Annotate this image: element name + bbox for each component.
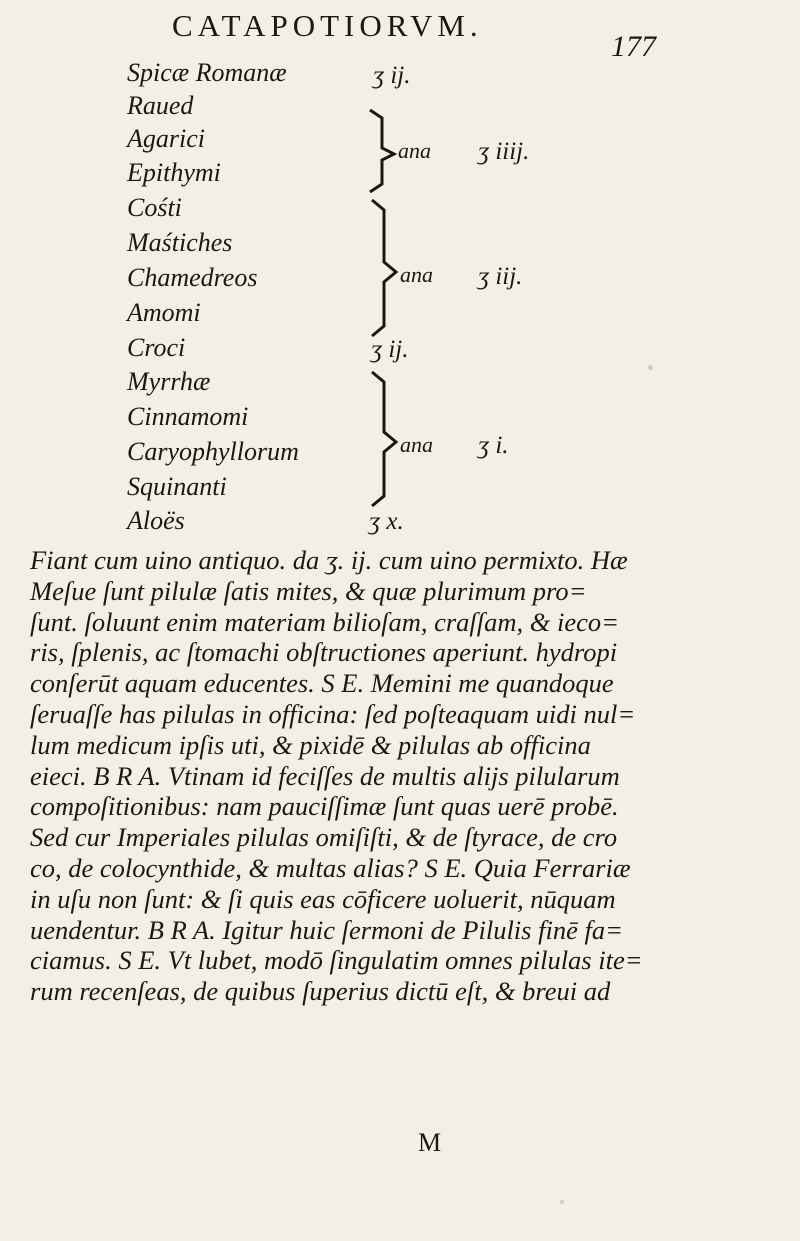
group-dose-3: ʒ i.	[478, 432, 509, 459]
dose-croci: ʒ ij.	[371, 336, 409, 363]
body-line: ciamus. S E. Vt lubet, modō ſingulatim omnes pilulas ite=	[30, 945, 643, 976]
body-line: conſerūt aquam educentes. S E. Memini me quandoque	[30, 668, 614, 699]
recipe-list	[0, 0, 800, 560]
ana-label-group-1: ana	[398, 138, 431, 163]
body-paragraph	[30, 545, 782, 1007]
ingredient-chamedreos: Chamedreos	[127, 263, 258, 292]
signature-mark: M	[418, 1128, 444, 1157]
brace-group-1	[370, 110, 394, 192]
ana-label-group-2: ana	[400, 262, 433, 287]
page-number: 177	[611, 30, 656, 63]
ingredient-raued: Raued	[127, 91, 194, 120]
ingredient-agarici: Agarici	[127, 124, 205, 153]
body-line: rum recenſeas, de quibus ſuperius dictū eſt, & breui ad	[30, 976, 611, 1007]
body-line: in uſu non ſunt: & ſi quis eas cōficere uoluerit, nūquam	[30, 883, 616, 914]
ingredient-croci: Croci	[127, 333, 186, 362]
paper-speck	[560, 1200, 564, 1204]
ingredient-amomi: Amomi	[127, 298, 201, 327]
ingredient-costi: Cośti	[127, 193, 182, 222]
body-line: ſunt. ſoluunt enim materiam bilioſam, craſſam, & ieco=	[30, 606, 620, 637]
body-line: Fiant cum uino antiquo. da ʒ. ij. cum uino permixto. Hæ	[30, 545, 628, 575]
paper-speck	[648, 365, 653, 370]
ingredient-epithymi: Epithymi	[127, 158, 221, 187]
ingredient-cinnamomi: Cinnamomi	[127, 402, 249, 431]
group-dose-2: ʒ iij.	[478, 263, 523, 290]
ingredient-squinanti: Squinanti	[127, 472, 227, 501]
body-line: ſeruaſſe has pilulas in officina: ſed poſteaquam uidi nul=	[30, 698, 636, 729]
ingredient-caryophyllorum: Caryophyllorum	[127, 437, 299, 466]
body-line: compoſitionibus: nam pauciſſimæ ſunt quas uerē probē.	[30, 791, 619, 822]
brace-group-3	[372, 372, 396, 506]
dose-spicae-romanae: ʒ ij.	[373, 62, 411, 89]
dose-aloes: ʒ x.	[369, 508, 404, 535]
ingredient-mastiches: Maśtiches	[127, 228, 233, 257]
body-line: eieci. B R A. Vtinam id feciſſes de multis alijs pilularum	[30, 760, 620, 791]
ana-label-group-3: ana	[400, 432, 433, 457]
body-line: lum medicum ipſis uti, & pixidē & pilulas ab officina	[30, 729, 591, 760]
ingredient-myrrhae: Myrrhæ	[127, 367, 211, 396]
brace-group-2	[372, 200, 396, 336]
body-line: Sed cur Imperiales pilulas omiſiſti, & de ſtyrace, de cro	[30, 822, 618, 853]
body-line: co, de colocynthide, & multas alias? S E. Quia Ferrariæ	[30, 852, 631, 883]
ingredient-aloes: Aloës	[127, 506, 185, 535]
body-line: ris, ſplenis, ac ſtomachi obſtructiones aperiunt. hydropi	[30, 637, 618, 668]
ingredient-spicae-romanae: Spicæ Romanæ	[127, 58, 287, 87]
body-line: Meſue ſunt pilulæ ſatis mites, & quæ plurimum pro=	[30, 575, 587, 606]
group-dose-1: ʒ iiij.	[478, 138, 530, 165]
running-title: CATAPOTIORVM.	[172, 8, 483, 43]
body-line: uendentur. B R A. Igitur huic ſermoni de Pilulis finē fa=	[30, 914, 623, 945]
